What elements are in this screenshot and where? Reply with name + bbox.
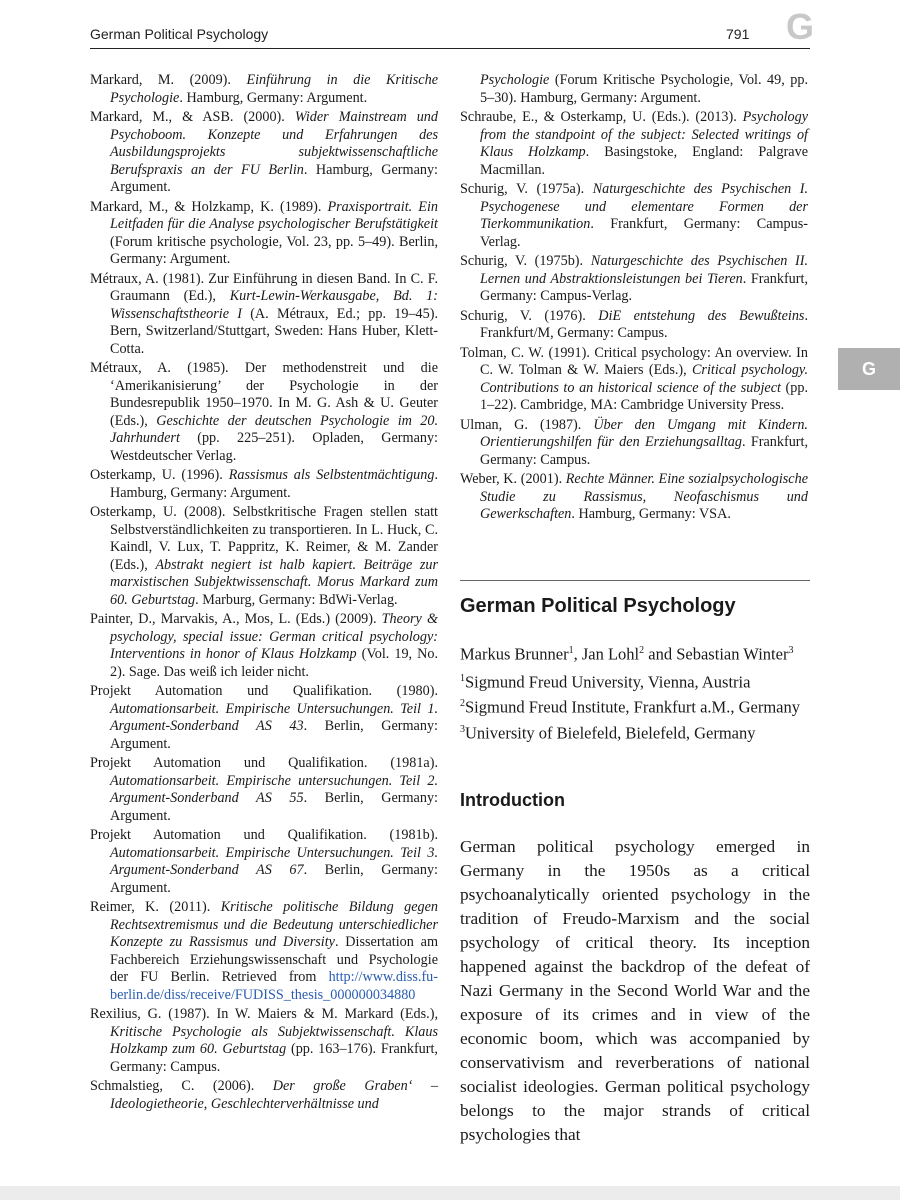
reference-italic-title: Abstrakt negiert ist halb kapiert. Beiträge zur marxistischen Subjektwissenschaft. Morus Markard zum 60. Geburtstag bbox=[110, 556, 438, 608]
reference-italic-title: Critical psychology. Contributions to an historical science of the subject bbox=[480, 362, 808, 396]
reference-publication-text: . Hamburg, Germany: Argument. bbox=[179, 89, 368, 106]
reference-authors-text: Osterkamp, U. (2008). Selbstkritische Fragen stellen statt Selbstverständlichkeiten zu transportieren. In L. Huck, C. Kaindl, V. Lux, T. Pappritz, K. Reimer, & M. Zander (Eds.), bbox=[90, 504, 438, 573]
author-name: Jan Lohl bbox=[581, 644, 640, 664]
reference-authors-text: Schraube, E., & Osterkamp, U. (Eds.). (2013). bbox=[460, 109, 743, 125]
affiliation-number: 3 bbox=[460, 723, 465, 735]
reference-authors-text: Schurig, V. (1976). bbox=[460, 307, 599, 324]
reference-authors-text: Weber, K. (2001). bbox=[460, 471, 566, 487]
author-separator: and bbox=[644, 644, 677, 664]
reference-entry bbox=[90, 467, 438, 502]
reference-publication-text: . Hamburg, Germany: Argument. bbox=[110, 467, 438, 501]
reference-publication-text: (A. Métraux, Ed.; pp. 19–45). Bern, Switzerland/Stuttgart, Sweden: Hans Huber, Klett-Cotta. bbox=[110, 305, 438, 357]
reference-italic-title: Rassismus als Selbstentmächtigung bbox=[228, 467, 435, 483]
author-separator: , bbox=[573, 644, 582, 664]
reference-authors-text: Projekt Automation und Qualifikation. (1981b). bbox=[90, 827, 438, 843]
reference-entry bbox=[90, 827, 438, 897]
reference-authors-text: Reimer, K. (2011). bbox=[90, 899, 221, 915]
reference-authors-text: Métraux, A. (1985). Der methodenstreit und die ‘Amerikanisierung’ der Psychologie in der Bundesrepublik 1950–1970. In M. G. Ash & U. Geuter (Eds.), bbox=[90, 360, 438, 429]
affiliation-entry bbox=[460, 719, 810, 745]
reference-entry bbox=[460, 109, 808, 179]
reference-authors-text: Projekt Automation und Qualifikation. (1981a). bbox=[90, 755, 438, 771]
reference-entry bbox=[90, 360, 438, 465]
reference-publication-text: . Frankfurt, Germany: Campus-Verlag. bbox=[480, 270, 808, 304]
reference-entry bbox=[460, 471, 808, 524]
reference-italic-title: DiE entstehung des Bewußteins bbox=[598, 307, 805, 324]
reference-entry bbox=[90, 72, 438, 107]
reference-publication-text: . Hamburg, Germany: Argument. bbox=[110, 161, 438, 195]
affiliation-number: 1 bbox=[460, 672, 465, 684]
reference-authors-text: Schmalstieg, C. (2006). bbox=[90, 1078, 273, 1094]
reference-publication-text: . Berlin, Germany: Argument. bbox=[110, 790, 438, 824]
reference-authors-text: Osterkamp, U. (1996). bbox=[90, 467, 229, 483]
reference-authors-text: Markard, M., & ASB. (2000). bbox=[90, 109, 295, 125]
reference-italic-title: Wider Mainstream und Psychoboom. Konzepte und Erfahrungen des Ausbildungsprojekts subjektwissenschaftliche Berufspraxis an der FU Berlin bbox=[110, 109, 438, 178]
reference-entry bbox=[90, 611, 438, 681]
reference-publication-text: . Berlin, Germany: Argument. bbox=[110, 862, 438, 896]
reference-entry bbox=[90, 683, 438, 753]
affiliation-number: 2 bbox=[460, 698, 465, 709]
reference-publication-text: (Vol. 19, No. 2). Sage. Das weiß ich leider nicht. bbox=[110, 646, 439, 680]
reference-entry bbox=[90, 755, 438, 825]
affiliation-text: Sigmund Freud Institute, Frankfurt a.M., Germany bbox=[465, 697, 800, 717]
reference-italic-title: Praxisportrait. Ein Leitfaden für die Analyse psychologischer Berufstätigkeit bbox=[110, 198, 438, 232]
reference-italic-title: Automationsarbeit. Empirische untersuchungen. Teil 2. Argument-Sonderband AS 55 bbox=[110, 772, 438, 806]
reference-publication-text: . Frankfurt/M, Germany: Campus. bbox=[480, 307, 808, 341]
article-title: German Political Psychology bbox=[460, 595, 736, 617]
author-affiliation-mark: 1 bbox=[568, 645, 574, 656]
reference-publication-text: (Forum kritische psychologie, Vol. 23, pp. 5–49). Berlin, Germany: Argument. bbox=[110, 233, 438, 267]
reference-entry bbox=[460, 345, 808, 415]
reference-publication-text: . Frankfurt, Germany: Campus-Verlag. bbox=[480, 216, 808, 250]
affiliation-list bbox=[460, 668, 810, 745]
reference-publication-text: . Hamburg, Germany: VSA. bbox=[571, 506, 731, 522]
reference-authors-text: Métraux, A. (1981). Zur Einführung in diesen Band. In C. F. Graumann (Ed.), bbox=[90, 270, 438, 304]
reference-entry bbox=[90, 109, 438, 197]
reference-entry bbox=[460, 308, 808, 343]
article-section bbox=[460, 580, 810, 1147]
reference-italic-title: Kurt-Lewin-Werkausgabe, Bd. 1: Wissenschaftstheorie I bbox=[110, 288, 438, 322]
reference-entry bbox=[460, 72, 808, 107]
running-title: German Political Psychology bbox=[90, 26, 269, 42]
author-affiliation-mark: 2 bbox=[639, 645, 645, 656]
reference-entry bbox=[90, 271, 438, 359]
reference-italic-title: Geschichte der deutschen Psychologie im 20. Jahrhundert bbox=[110, 412, 438, 446]
reference-authors-text: Painter, D., Marvakis, A., Mos, L. (Eds.) (2009). bbox=[90, 611, 382, 627]
reference-italic-title: Psychology from the standpoint of the subject: Selected writings of Klaus Holzkamp bbox=[480, 109, 808, 160]
reference-entry bbox=[460, 417, 808, 470]
reference-italic-title: Automationsarbeit. Empirische Untersuchungen. Teil 1. Argument-Sonderband AS 43 bbox=[110, 700, 438, 734]
reference-publication-text: (Forum Kritische Psychologie, Vol. 49, pp. 5–30). Hamburg, Germany: Argument. bbox=[480, 72, 808, 106]
author-name: Sebastian Winter bbox=[676, 644, 789, 664]
reference-authors-text: Tolman, C. W. (1991). Critical psychology: An overview. In C. W. Tolman & W. Maiers (Eds.), bbox=[460, 344, 808, 378]
reference-entry bbox=[90, 1078, 438, 1113]
introduction-heading: Introduction bbox=[460, 790, 565, 810]
reference-publication-text: . Frankfurt, Germany: Campus. bbox=[480, 434, 808, 468]
reference-publication-text: (pp. 225–251). Opladen, Germany: Westdeutscher Verlag. bbox=[110, 430, 438, 464]
thumb-index-tab: G bbox=[838, 348, 900, 390]
reference-italic-title: Naturgeschichte des Psychischen I. Psychogenese und elementare Formen der Tierkommunikation bbox=[480, 181, 809, 232]
reference-entry bbox=[460, 253, 808, 306]
reference-italic-title: Naturgeschichte des Psychischen II. Lernen und Abstraktionsleistungen bei Tieren bbox=[480, 253, 808, 287]
reference-authors-text: Schurig, V. (1975a). bbox=[460, 181, 593, 197]
reference-publication-text: (pp. 1–22). Cambridge, MA: Cambridge University Press. bbox=[480, 379, 808, 413]
reference-italic-title: Einführung in die Kritische Psychologie bbox=[110, 72, 438, 106]
reference-entry bbox=[90, 504, 438, 609]
reference-entry bbox=[90, 899, 438, 1004]
introduction-paragraph: German political psychology emerged in Germany in the 1950s as a critical psychoanalytically oriented psychology in the tradition of Freudo-Marxism and the social psychology of critical theory. Its inception happened against the backdrop of the defeat of Nazi Germany in the Second World War and the exposure of its crimes and in view of the economic boom, which was accompanied by conservativism and reverberations of national socialist ideologies. German political psychology belongs to the major strands of critical psychologies that bbox=[460, 837, 810, 1144]
reference-entry bbox=[90, 199, 438, 269]
affiliation-entry bbox=[460, 693, 810, 719]
reference-list-right-column bbox=[460, 72, 808, 526]
reference-publication-text: . Berlin, Germany: Argument. bbox=[110, 718, 438, 752]
reference-publication-text: . Dissertation am Fachbereich Erziehungswissenschaft und Psychologie der FU Berlin. Retrieved from bbox=[110, 934, 438, 985]
reference-publication-text: . Marburg, Germany: BdWi-Verlag. bbox=[195, 591, 398, 608]
reference-url-link[interactable]: http://www.diss.fu-berlin.de/diss/receive/FUDISS_thesis_000000034880 bbox=[110, 969, 438, 1003]
reference-italic-title: Rechte Männer. Eine sozialpsychologische Studie zu Rassismus, Neofaschismus und Gewerkschaften bbox=[480, 471, 808, 522]
section-divider bbox=[460, 580, 810, 581]
section-letter-marker: G bbox=[786, 6, 815, 47]
reference-entry bbox=[90, 1006, 438, 1076]
header-divider bbox=[90, 48, 810, 49]
affiliation-entry bbox=[460, 668, 810, 694]
reference-authors-text: Markard, M., & Holzkamp, K. (1989). bbox=[90, 198, 328, 215]
reference-authors-text: Markard, M. (2009). bbox=[90, 72, 247, 88]
reference-list-left-column bbox=[90, 72, 438, 1115]
author-name: Markus Brunner bbox=[460, 644, 569, 664]
reference-italic-title: Über den Umgang mit Kindern. Orientierungshilfen für den Erziehungsalltag bbox=[480, 416, 808, 450]
reference-authors-text: Rexilius, G. (1987). In W. Maiers & M. Markard (Eds.), bbox=[90, 1006, 438, 1022]
affiliation-text: University of Bielefeld, Bielefeld, Germany bbox=[465, 723, 756, 742]
author-affiliation-mark: 3 bbox=[788, 645, 794, 656]
reference-authors-text: Projekt Automation und Qualifikation. (1980). bbox=[90, 683, 438, 699]
page-bottom-band bbox=[0, 1186, 900, 1200]
reference-publication-text: (pp. 163–176). Frankfurt, Germany: Campus. bbox=[110, 1041, 438, 1075]
reference-authors-text: Ulman, G. (1987). bbox=[460, 416, 594, 433]
reference-italic-title: Automationsarbeit. Empirische Untersuchungen. Teil 3. Argument-Sonderband AS 67 bbox=[110, 844, 438, 878]
running-head bbox=[90, 26, 810, 42]
reference-italic-title: Kritische politische Bildung gegen Rechtsextremismus und die Bedeutung unterschiedlicher Konzepte zu Rassismus und Diversity bbox=[110, 899, 439, 950]
affiliation-text: Sigmund Freud University, Vienna, Austria bbox=[465, 672, 751, 691]
reference-italic-title: Kritische Psychologie als Subjektwissenschaft. Klaus Holzkamp zum 60. Geburtstag bbox=[110, 1023, 438, 1057]
reference-italic-title: Theory & psychology, special issue: German critical psychology: Interventions in honor of Klaus Holzkamp bbox=[110, 611, 438, 662]
reference-authors-text: Schurig, V. (1975b). bbox=[460, 253, 591, 269]
author-list bbox=[460, 640, 810, 666]
reference-italic-title: Der große Graben‘ – Ideologietheorie, Geschlechterverhältnisse und bbox=[110, 1078, 438, 1112]
reference-entry bbox=[460, 181, 808, 251]
page-number: 791 bbox=[726, 26, 750, 42]
reference-italic-title: Psychologie bbox=[480, 72, 550, 88]
reference-publication-text: . Basingstoke, England: Palgrave Macmillan. bbox=[480, 144, 808, 178]
